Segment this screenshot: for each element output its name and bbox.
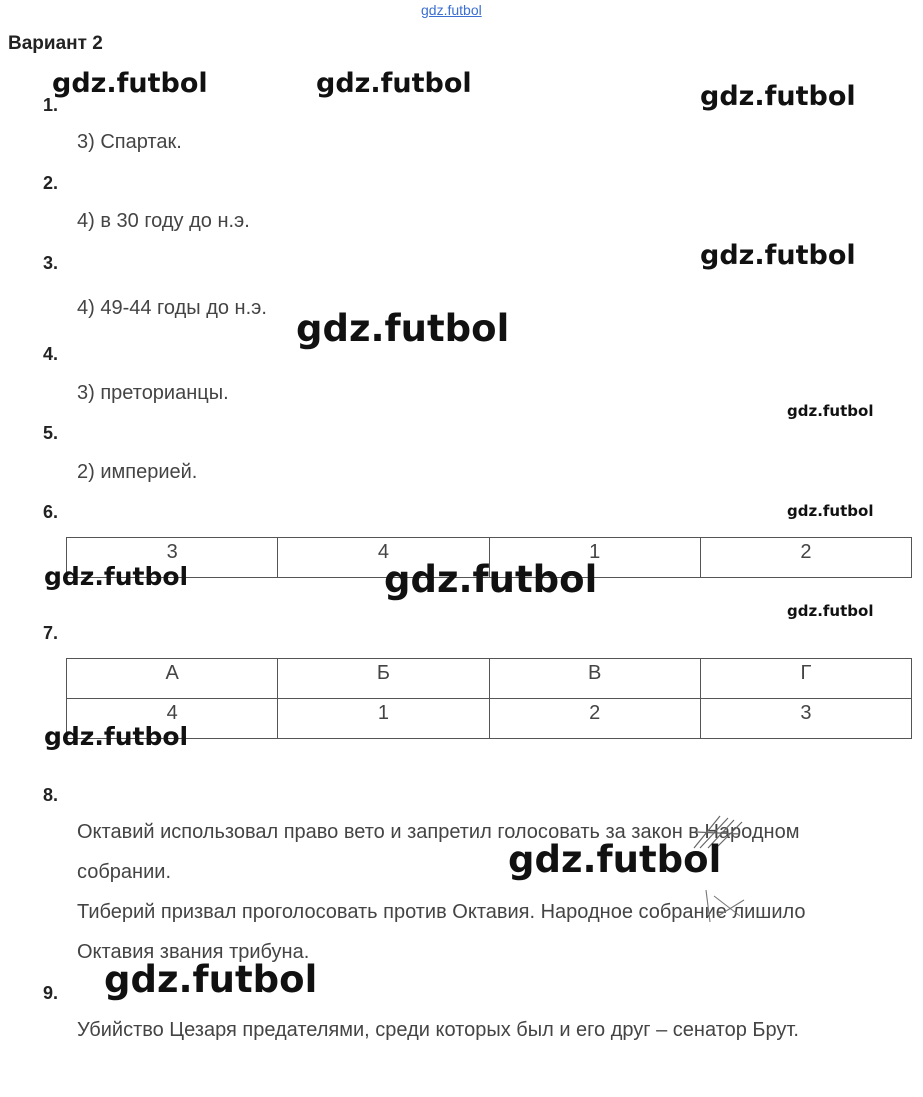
watermark: gdz.futbol (787, 602, 874, 620)
answer-paragraph: Убийство Цезаря предателями, среди которых был и его друг – сенатор Брут. (77, 1019, 799, 1041)
question-number: 9. (43, 983, 59, 1003)
answer-paragraph: Тиберий призвал проголосовать против Октавия. Народное собрание лишило Октавия звания трибуна. (77, 901, 806, 963)
answer-paragraph: Октавий использовал право вето и запретил голосовать за закон в Народном собрании. (77, 821, 800, 883)
table-header-cell: А (67, 659, 278, 699)
watermark: gdz.futbol (316, 68, 472, 99)
table-cell: 3 (67, 538, 278, 578)
watermark: gdz.futbol (700, 81, 856, 112)
watermark: gdz.futbol (104, 958, 318, 1001)
watermark: gdz.futbol (787, 502, 874, 520)
table-header-cell: Г (700, 659, 911, 699)
table-row (67, 659, 912, 699)
table-cell: 1 (278, 699, 489, 739)
table-cell: 1 (489, 538, 700, 578)
question-number: 8. (43, 785, 59, 805)
table-cell: 3 (700, 699, 911, 739)
question-number: 1. (43, 95, 59, 115)
scribble-mark (700, 886, 750, 926)
table-header-cell: В (489, 659, 700, 699)
question-number: 5. (43, 423, 59, 443)
watermark: gdz.futbol (787, 402, 874, 420)
table-row (67, 699, 912, 739)
answer-text: 3) Спартак. (77, 131, 182, 153)
watermark: gdz.futbol (700, 240, 856, 271)
watermark: gdz.futbol (44, 722, 189, 751)
answer-text: 4) 49-44 годы до н.э. (77, 297, 267, 319)
question-number: 2. (43, 173, 59, 193)
answer-text: 3) преторианцы. (77, 382, 229, 404)
watermark: gdz.futbol (44, 562, 189, 591)
question-number: 3. (43, 253, 59, 273)
question-number: 7. (43, 623, 59, 643)
table-cell: 2 (489, 699, 700, 739)
answer-table-7 (66, 658, 912, 739)
table-cell: 4 (278, 538, 489, 578)
question-number: 6. (43, 502, 59, 522)
watermark: gdz.futbol (384, 558, 598, 601)
table-header-cell: Б (278, 659, 489, 699)
table-cell: 2 (700, 538, 911, 578)
page-title: Вариант 2 (8, 33, 103, 54)
watermark: gdz.futbol (52, 68, 208, 99)
question-number: 4. (43, 344, 59, 364)
site-link[interactable]: gdz.futbol (421, 2, 482, 18)
answer-text: 2) империей. (77, 461, 198, 483)
answer-text: 4) в 30 году до н.э. (77, 210, 250, 232)
watermark: gdz.futbol (508, 838, 722, 881)
watermark: gdz.futbol (296, 307, 510, 350)
table-cell: 4 (67, 699, 278, 739)
